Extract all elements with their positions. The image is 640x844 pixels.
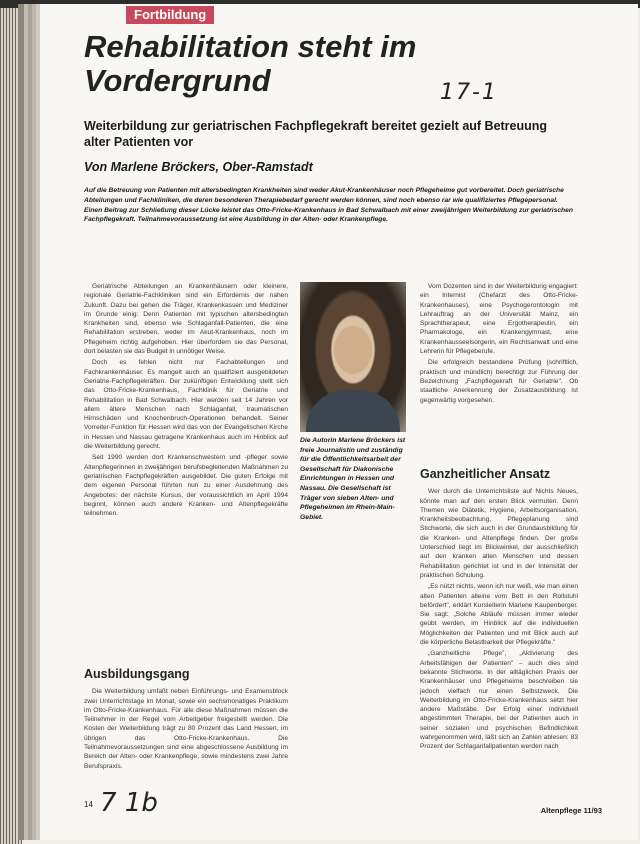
author-photo [300, 282, 406, 432]
byline: Von Marlene Bröckers, Ober-Ramstadt [84, 160, 313, 174]
column-left [84, 282, 288, 520]
photo-caption: Die Autorin Marlene Bröckers ist freie Journalistin und zuständig für die Öffentlichkeitsarbeit der Gesellschaft für Diakonische Einrichtungen in Hessen und Nassau. Die Gesellschaft ist Träger von sieben Alten- und Pflegeheimen im Rhein-Main-Gebiet. [300, 437, 406, 521]
paragraph: Seit 1990 werden dort Krankenschwestern und -pfleger sowie Altenpflegerinnen in zweijährigen berufsbegleitenden Maßnahmen zu geriatrischen Fachpflegekräften ausgebildet. Die guten Erfolge mit dem eigenen Personal führten nun zu einer Ausdehnung des Angebotes: der nächste Kursus, der voraussichtlich im April 1994 beginnt, können auch andere Kranken- und Altenpflegekräfte teilnehmen. [84, 454, 288, 518]
paragraph: Vom Dozenten sind in der Weiterbildung engagiert: ein Internist (Chefarzt des Otto-Fricke-Krankenhauses), eine Psychogerontologin mit Lehrauftrag an der Universität Mainz, ein Sprachtherapeut, eine Ergotherapeutin, ein Pharmakologe, ein Krankengymnast, eine Krankenhausseelsorgerin, ein Rechtsanwalt und eine Lehrerin für Pflegeberufe. [420, 283, 578, 356]
section-heading: Ausbildungsgang [84, 667, 190, 681]
intro-paragraph: Auf die Betreuung von Patienten mit altersbedingten Krankheiten sind weder Akut-Krankenhäuser noch Pflegeheime gut vorbereitet. Doch geriatrische Abteilungen und Fachkliniken, die deren besonderen Therapiebedarf gerecht werden können, sind noch ebenso rar wie qualifiziertes Pflegepersonal. Einen Beitrag zur Schließung dieser Lücke leistet das Otto-Fricke-Krankenhaus in Bad Schwalbach mit einer zweijährigen Weiterbildung zur geriatrischen Fachpflegekraft. Teilnahmevoraussetzung ist eine Ausbildung in der Alten- oder Krankenpflege. [84, 187, 573, 224]
paragraph: Wer durch die Unterrichtsliste auf Nichts Neues, könnte man auf den ersten Blick vermuten. Denn Themen wie Diätetik, Hygiene, Arbeitsorganisation, Krankheitsbeobachtung, Pflegeplanung sind Stichworte, die sich auch in der Grundausbildung für die Kranken- und Altenpflege finden. Der große Unterschied liegt im Blickwinkel, der ausschließlich auf den kranken alten Menschen und dessen Rehabilitation gerichtet ist und in der Intensität der praktischen Schulung. [420, 488, 578, 579]
handwritten-note-top: 17-1 [440, 80, 498, 105]
author-shoulders [306, 390, 400, 432]
paragraph: Die erfolgreich bestandene Prüfung (schriftlich, praktisch und mündlich) berechtigt zur Führung der Bezeichnung „Fachpflegekraft für Geriatrie". Ob staatliche Anerkennung der Zusatzausbildung ist gegenwärtig vorgesehen. [420, 359, 578, 404]
paragraph: Doch es fehlen nicht nur Fachabteilungen und Fachkrankenhäuser. Es mangelt auch an qualifiziert ausgebildeten Geriatrie-Fachpflegekräften. Der zukünftigen Entwicklung stellt sich das Otto-Fricke-Krankenhaus, Fachklinik für Geriatrie und Rehabilitation in Bad Schwalbach. Hier werden seit 14 Jahren vor allem ältere Menschen nach Schlaganfall, traumatischen Hirnschäden und Knochenbruch-Operationen behandelt. Seiner Vorreiter-Funktion für Hessen wird das von der Evangelischen Kirche in Hessen und Nassau getragene Krankenhaus auch im Hinblick auf die Weiterbildung gerecht. [84, 359, 288, 451]
article-title: Rehabilitation steht im Vordergrund [84, 29, 417, 98]
section-tag: Fortbildung [126, 6, 214, 24]
column-right [420, 282, 578, 407]
page-stack-edge [0, 0, 22, 844]
paragraph: Geriatrische Abteilungen an Krankenhäusern oder kleinere, regionale Geriatrie-Fachkliniken sind ein Erfordernis der nahen Zukunft. Dazu bei gehen die Träger, Krankenkassen und Mediziner im Grunde einig: Denn Patienten mit typischen altersbedingten Krankheiten sind, ebenso wie Schlaganfall-Patienten, die eine Rehabilitation erstreben, weder im Akut-Krankenhaus, noch im Pflegeheim richtig aufgehoben. Hier überfordern sie das Personal, dort belasten sie das Budget in unnötiger Weise. [84, 283, 288, 356]
paragraph: Die Weiterbildung umfaßt neben Einführungs- und Examensblock zwei Unterrichtstage im Monat, sowie ein sechsmonatiges Praktikum im Otto-Fricke-Krankenhaus. Für alle diese Maßnahmen müssen die Teilnehmer in der Regel vom Arbeitgeber freigestellt werden. Die Kosten der Weiterbildung trägt zu 80 Prozent das Land Hessen, im übrigen das Otto-Fricke-Krankenhaus. Die Teilnahmevoraussetzungen sind eine abgeschlossene Ausbildung im Bereich der Alten- oder Krankenpflege, sowie mindestens zwei Jahre Berufspraxis. [84, 688, 288, 770]
section-heading: Ganzheitlicher Ansatz [420, 467, 551, 481]
article-subtitle: Weiterbildung zur geriatrischen Fachpflegekraft bereitet gezielt auf Betreuung alter Patienten vor [84, 119, 548, 149]
journal-issue: Altenpflege 11/93 [540, 806, 602, 815]
page-number: 14 [84, 800, 93, 809]
handwritten-note-bottom: 7 1b [100, 788, 158, 818]
column-left-lower [84, 667, 288, 773]
paragraph: „Ganzheitliche Pflege", „Aktivierung des Arbeitsfähigen der Patienten" – auch dies sind bekannte Stichworte. In der alltäglichen Praxis der Krankenhäuser und Pflegeheime beschreiben sie jedoch vielfach nur einen Selbstzweck. Die Weiterbildung im Otto-Fricke-Krankenhaus setzt hier andere Maßstäbe. Der Erfolg einer individuell abgestimmten Therapie, bei der Patienten auch in seiner sozialen und psychischen Befindlichkeit wahrgenommen wird, läßt sich an Zahlen ablesen: 83 Prozent der Schlaganfallpatienten werden nach [420, 650, 578, 751]
column-right-lower [420, 467, 578, 754]
paragraph: „Es nützt nichts, wenn ich nur weiß, wie man einen alten Patienten alleine vom Bett in den Rollstuhl befördert", erklärt Kursleiterin Marlene Kaupenberger. Sie sagt: „Solche Abläufe müssen immer wieder geübt werden, im Hinblick auf die individuellen Möglichkeiten der Patienten und mit Blick auch auf die körperliche Belastbarkeit der Pflegekräfte." [420, 583, 578, 647]
author-face [334, 326, 372, 374]
